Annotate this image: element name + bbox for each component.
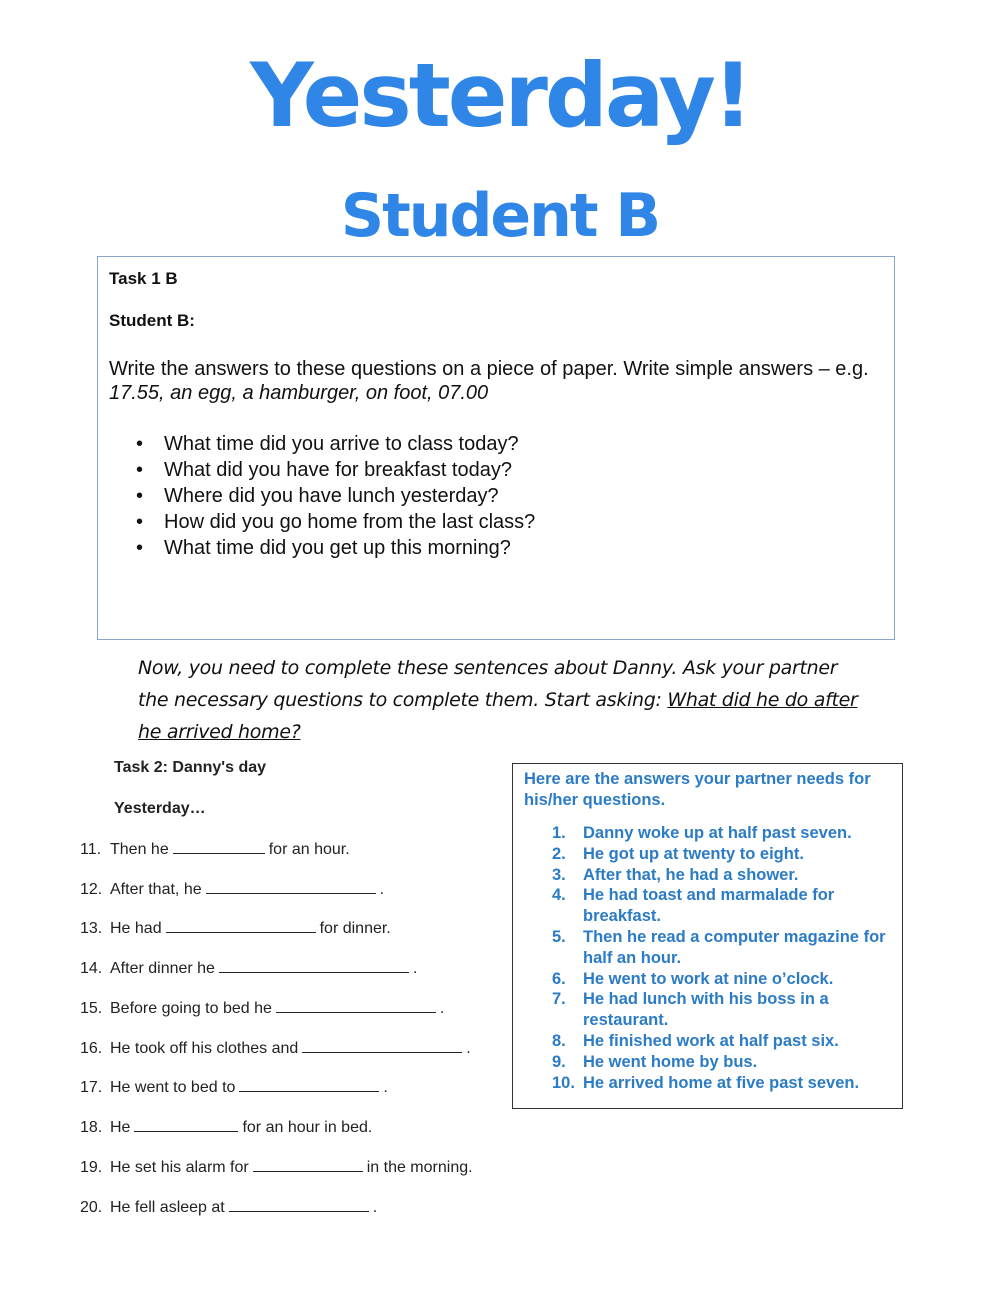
answer-blank[interactable]	[173, 839, 265, 854]
list-item: • What did you have for breakfast today?	[109, 457, 809, 483]
list-item	[552, 1031, 897, 1052]
list-item: • What time did you get up this morning?	[109, 535, 809, 561]
answer-number: 8.	[552, 1031, 566, 1050]
sentence-row	[80, 879, 384, 899]
answer-text: Then he read a computer magazine for half an hour.	[583, 927, 886, 967]
list-item	[552, 989, 897, 1031]
sentence-before: He had	[110, 920, 162, 937]
list-item	[552, 885, 897, 927]
answer-number: 3.	[552, 865, 566, 884]
list-item: • How did you go home from the last class?	[109, 509, 809, 535]
answer-blank[interactable]	[276, 998, 436, 1013]
instruction-paragraph	[138, 652, 868, 748]
sentence-row	[80, 1077, 388, 1097]
sentence-before: After that, he	[110, 881, 202, 898]
sentence-row	[80, 918, 391, 938]
answer-blank[interactable]	[219, 958, 409, 973]
sentence-row	[80, 1038, 471, 1058]
task1-question-list	[109, 431, 809, 561]
list-item	[552, 927, 897, 969]
list-item: • What time did you arrive to class today?	[109, 431, 809, 457]
list-item	[552, 1073, 897, 1094]
sentence-after: for dinner.	[319, 920, 391, 937]
sentence-row	[80, 1197, 377, 1217]
sentence-after: .	[372, 1199, 378, 1216]
answer-blank[interactable]	[134, 1117, 238, 1132]
task2-subheading: Yesterday…	[114, 800, 206, 817]
task1-instruction	[109, 357, 889, 405]
sentence-number: 18.	[80, 1119, 103, 1136]
answer-blank[interactable]	[206, 879, 376, 894]
answer-number: 2.	[552, 844, 566, 863]
instruction-underlined: What did he do after he arrived home?	[138, 689, 858, 743]
list-item	[552, 1052, 897, 1073]
sentence-after: .	[466, 1040, 471, 1057]
sentence-after: .	[383, 1079, 388, 1096]
sentence-after: .	[379, 881, 385, 898]
answer-blank[interactable]	[229, 1197, 369, 1212]
answer-text: He went to work at nine o’clock.	[583, 969, 834, 988]
sentence-before: Then he	[110, 841, 169, 858]
sentence-row	[80, 1157, 473, 1177]
task1-heading: Task 1 B	[109, 269, 178, 288]
sentence-row	[80, 839, 350, 859]
answer-text: Danny woke up at half past seven.	[583, 824, 852, 842]
sentence-before: He set his alarm for	[110, 1159, 249, 1176]
list-item	[552, 844, 897, 865]
answer-number: 6.	[552, 969, 566, 988]
answer-text: He finished work at half past six.	[583, 1031, 839, 1050]
answer-text: He went home by bus.	[583, 1052, 758, 1071]
sentence-after: for an hour in bed.	[242, 1119, 373, 1136]
answer-blank[interactable]	[253, 1157, 363, 1172]
sentence-row	[80, 998, 444, 1018]
sentence-row	[80, 1117, 372, 1137]
sentence-number: 12.	[80, 881, 103, 898]
answer-text: He had lunch with his boss in a restaurant.	[583, 990, 829, 1030]
answer-number: 1.	[552, 824, 566, 842]
sentence-number: 11.	[80, 841, 102, 858]
page-title: Yesterday!	[249, 44, 751, 147]
sentence-after: .	[439, 1000, 445, 1017]
sentence-number: 16.	[80, 1040, 103, 1057]
sentence-before: He	[110, 1119, 131, 1136]
task1-student-label: Student B:	[109, 311, 195, 330]
sentence-before: He fell asleep at	[110, 1199, 225, 1216]
sentence-number: 14.	[80, 960, 103, 977]
answer-text: He had toast and marmalade for breakfast.	[583, 886, 835, 926]
answer-number: 9.	[552, 1052, 566, 1071]
sentence-after: .	[412, 960, 418, 977]
sentence-number: 15.	[80, 1000, 103, 1017]
answer-number: 10.	[552, 1073, 575, 1092]
answers-list	[552, 823, 897, 1093]
sentence-row	[80, 958, 417, 978]
answer-blank[interactable]	[166, 918, 316, 933]
sentence-number: 20.	[80, 1199, 103, 1216]
list-item	[552, 823, 897, 844]
sentence-number: 13.	[80, 920, 103, 937]
task1-instruction-text: Write the answers to these questions on a piece of paper. Write simple answers – e.g.	[109, 358, 869, 380]
sentence-before: Before going to bed he	[110, 1000, 272, 1017]
answer-blank[interactable]	[302, 1038, 462, 1053]
sentence-before: He took off his clothes and	[110, 1040, 299, 1057]
task1-instruction-examples: 17.55, an egg, a hamburger, on foot, 07.00	[109, 382, 489, 404]
list-item	[552, 865, 897, 886]
sentence-after: for an hour.	[268, 841, 350, 858]
sentence-number: 19.	[80, 1159, 103, 1176]
answer-number: 7.	[552, 990, 566, 1009]
answer-text: He arrived home at five past seven.	[583, 1073, 860, 1092]
answer-number: 4.	[552, 886, 566, 905]
page-subtitle: Student B	[340, 181, 660, 251]
list-item	[552, 969, 897, 990]
answers-intro: Here are the answers your partner needs for his/her questions.	[524, 770, 871, 809]
sentence-before: After dinner he	[110, 960, 215, 977]
list-item: • Where did you have lunch yesterday?	[109, 483, 809, 509]
answer-blank[interactable]	[239, 1077, 379, 1092]
answer-text: After that, he had a shower.	[583, 865, 799, 884]
task2-heading: Task 2: Danny's day	[114, 759, 267, 776]
sentence-number: 17.	[80, 1079, 103, 1096]
answer-text: He got up at twenty to eight.	[583, 844, 804, 863]
sentence-before: He went to bed to	[110, 1079, 236, 1096]
answer-number: 5.	[552, 927, 566, 946]
sentence-after: in the morning.	[366, 1159, 473, 1176]
instruction-text: Now, you need to complete these sentences about Danny. Ask your partner the necessary questions to complete them. Start asking:	[138, 657, 838, 711]
